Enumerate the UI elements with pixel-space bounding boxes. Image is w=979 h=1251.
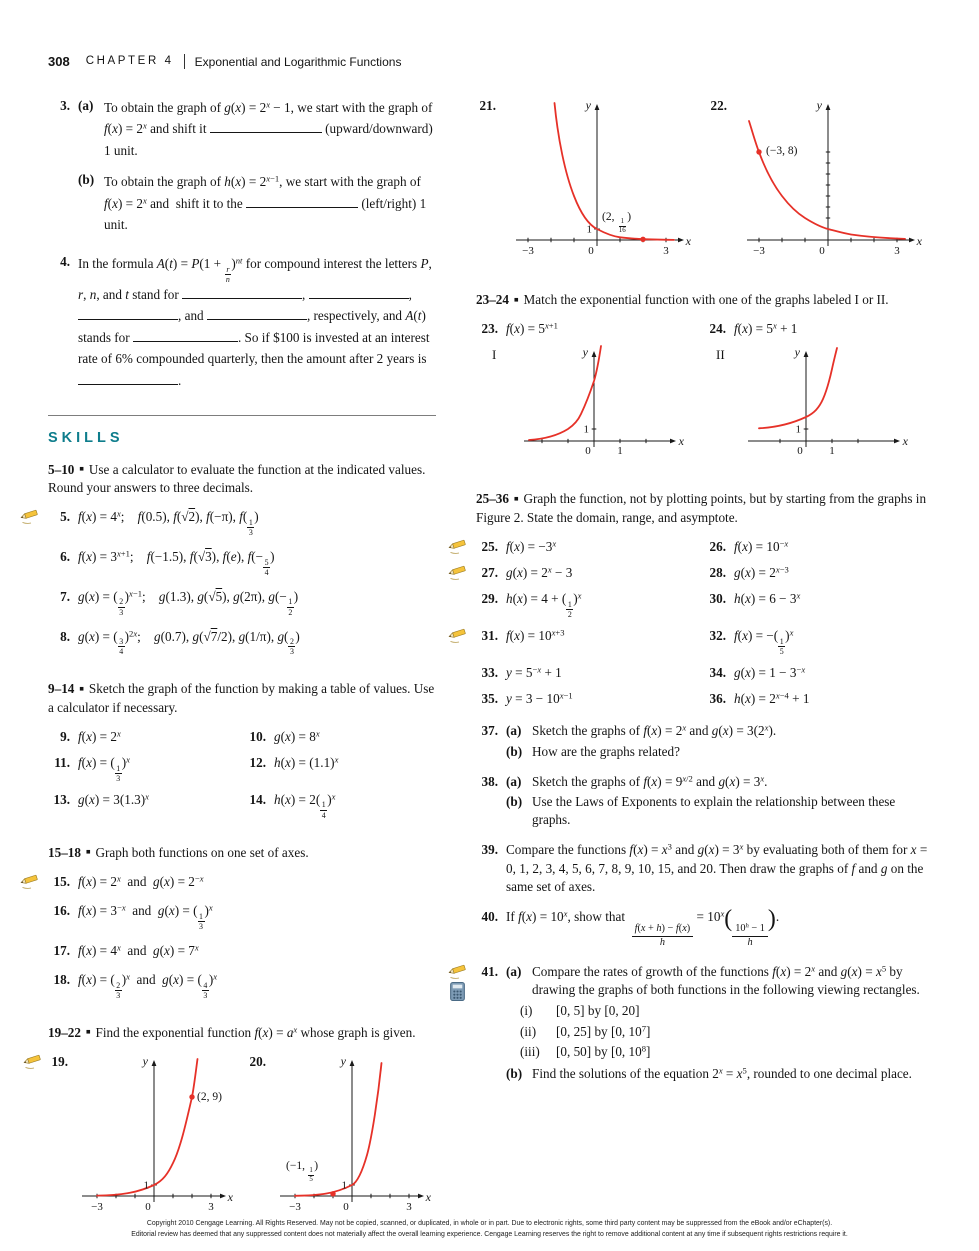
pencil-icon [447,538,469,555]
list-item-label: (ii) [520,1023,537,1039]
problem-30 [704,590,928,619]
part-label: (b) [506,1066,523,1082]
tick-label: −3 [91,1201,103,1214]
part-text: Use the Laws of Exponents to explain the relationship between these graphs. [532,793,896,828]
instruction-bullet: ■ [513,294,519,304]
list-item [520,1002,928,1020]
axis-label-x: x [916,234,922,248]
instruction-bullet: ■ [79,683,84,693]
problem-28-number: 28. [709,565,726,581]
problem-40 [476,908,928,949]
exponential-curve [97,1059,198,1196]
problem-15 [48,873,436,891]
problem-36 [704,690,928,708]
instruction-text: Sketch the graph of the function by making a table of values. Use a calculator if necessary. [48,681,435,715]
problem-33 [476,664,700,682]
viewing-rectangle-list [520,1002,928,1061]
axis-label-y: y [142,1054,148,1069]
instruction-text: Graph the function, not by plotting points, but by starting from the graphs in Figure 2. State the domain, range, and asymptote. [476,491,927,525]
problem-35 [476,690,700,708]
instruction-9-14 [48,680,436,716]
problem-23 [476,320,700,338]
graph-II [716,344,912,466]
problem-40-number: 40. [481,909,498,925]
problem-26-text: $f(x) = 10^{-x}$ [734,538,789,554]
instruction-text: Find the exponential function $f(x) = a^x$ whose graph is given. [95,1024,416,1040]
graph-21-number: 21. [479,98,496,113]
problem-11-text: f(x) = ( $\frac{1}{3}$ )$^x$ [78,754,130,783]
problem-13-text: $g(x) = 3(1.3)^x$ [78,791,149,807]
problem-24-text: $f(x) = 5^x + 1$ [734,320,798,337]
tick-label: 1 [795,423,801,436]
copyright-footer [50,1218,929,1240]
tick-label: 0 [585,445,591,458]
section-rule [48,415,436,416]
problem-34 [704,664,928,682]
axis-label-y: y [340,1054,346,1069]
part-text: To obtain the graph of $g(x) = 2^x - 1$, we start with the graph of $f(x) = 2^x$ and shift it (upward/downward) 1 unit. [104,99,433,158]
problem-16-text: $f(x) = 3^{-x}$ and g(x) = ( $\frac{1}{3}$ )$^x$ [78,902,213,931]
tick-label: 1 [617,445,623,458]
problem-26 [704,538,928,556]
problem-29-text: h(x) = 4 + ( $\frac{1}{2}$ )$^x$ [506,591,582,619]
problem-18-text: f(x) = ( $\frac{2}{3}$ )$^x$ and g(x) = ( $\frac{4}{3}$ )$^x$ [78,971,218,1000]
axis-label-y: y [582,345,588,360]
pencil-icon [22,1053,44,1070]
problem-12 [244,754,436,783]
problem-27-text: $g(x) = 2^x - 3$ [506,564,573,581]
problem-26-number: 26. [709,538,726,554]
pencil-icon [19,873,41,890]
instruction-23-24 [476,291,928,309]
list-item-label: (i) [520,1003,533,1019]
problem-7-text: g(x) = ( $\frac{2}{3}$ )$^{x-1}$; g(1.3), g(√5), g(2π), g(− $\frac{1}{2}$ ) [78,588,299,617]
page-columns [48,97,928,1221]
problem-6-number: 6. [60,549,70,565]
tick-label: 1 [583,423,589,436]
problem-6-text: $f(x) = 3^{x+1}$; f(−1.5), f(√3), f(e), f(− $\frac{5}{4}$ ) [78,548,275,577]
problem-12-text: $h(x) = (1.1)^x$ [274,754,339,771]
problem-4-text: In the formula A(t) = P(1 + $\frac{r}{n}$ )$^{nt}$ for compound interest the letters P, r, n, and t stand for , , , and , respectively, and A(t) stands for . So if $100 is invested at an interest rate of 6% compounded quarterly, then the amount after 2 years is . [78,255,432,388]
graph-II-label: II [716,347,725,363]
problem-12-number: 12. [249,755,266,771]
tick-label: 1 [586,223,592,236]
problem-14 [244,791,436,820]
point-dot [756,149,761,154]
instruction-25-36 [476,490,928,526]
pencil-icon [447,564,469,581]
problem-37 [476,722,928,760]
chapter-label: CHAPTER 4 [85,55,174,68]
tick-label: 1 [829,445,835,458]
instruction-bullet: ■ [85,847,91,857]
problem-8-number: 8. [60,628,70,644]
instruction-bullet: ■ [85,1027,91,1037]
instruction-range: 19–22 [48,1024,81,1040]
problem-41-number: 41. [481,964,498,980]
problem-23-text: $f(x) = 5^{x+1}$ [506,320,558,337]
instruction-text: Use a calculator to evaluate the function at the indicated values. Round your answers to three decimals. [48,461,426,496]
part-label: (a) [506,723,522,739]
problem-17-text: $f(x) = 4^x$ and $g(x) = 7^x$ [78,942,199,958]
problem-25 [476,538,700,556]
exponential-curve [759,348,837,428]
problem-17-number: 17. [53,942,70,958]
graph-I-plot [516,344,688,466]
graphs-I-II [476,344,928,466]
pencil-icon [19,508,41,525]
problem-31-text: $f(x) = 10^{x+3}$ [506,627,565,644]
problem-13-number: 13. [53,791,70,807]
problem-34-number: 34. [709,664,726,680]
tick-label: 0 [588,245,594,257]
part-label: (b) [506,743,523,759]
problem-13 [48,791,240,820]
problem-33-number: 33. [481,664,498,680]
problem-8-text: g(x) = ( $\frac{3}{4}$ )$^{2x}$; g(0.7), g(√7/2), g(1/π), g( $\frac{2}{3}$ ) [78,628,300,657]
problem-14-number: 14. [249,791,266,807]
instruction-5-10 [48,461,436,497]
graph-20-number: 20. [249,1054,266,1070]
problem-9 [48,728,240,746]
graph-II-plot [740,344,912,466]
tick-label: 0 [819,245,825,257]
tick-label: 3 [663,245,669,257]
problem-10-text: $g(x) = 8^x$ [274,728,320,744]
problem-25-number: 25. [481,538,498,554]
problem-8 [48,628,436,657]
footer-line-2: Editorial review has deemed that any suppressed content does not materially affect the overall learning experience. Cengage Learning reserves the right to remove additional content at any time if subsequent rights restrictions require it. [131,1231,848,1239]
problems-15-18 [48,873,436,1000]
problem-37-number: 37. [481,723,498,739]
problem-33-text: $y = 5^{-x} + 1$ [506,664,562,680]
problem-27 [476,564,700,582]
problem-32-number: 32. [709,628,726,644]
problem-29-number: 29. [481,591,498,607]
skills-heading: SKILLS [48,429,124,446]
graph-22 [707,97,928,269]
problem-23-number: 23. [481,321,498,337]
part-text: Sketch the graphs of $f(x) = 9^{x/2}$ and $g(x) = 3^x$. [532,773,768,789]
axis-label-x: x [227,1190,233,1205]
graph-21-plot [502,97,697,269]
graphs-19-20 [48,1053,436,1221]
part-label: (a) [506,773,522,789]
problem-28 [704,564,928,582]
list-item [520,1023,928,1041]
instruction-15-18 [48,844,436,862]
problem-37b [506,743,928,761]
problem-32-text: f(x) = −( $\frac{1}{5}$ )$^x$ [734,627,794,656]
problem-30-text: $h(x) = 6 - 3^x$ [734,591,801,607]
instruction-range: 23–24 [476,292,509,307]
tick-label: 0 [797,445,803,458]
problem-32 [704,627,928,656]
problem-31 [476,627,700,656]
tick-label: 1 [341,1179,347,1192]
axis-label-y: y [585,98,591,112]
problem-40-text: If $f(x) = 10^x$, show that $\frac{f(x + h) - f(x)}{h}$ = $10^x$( $\frac{10^h - 1}{h}$ ). [506,906,780,948]
problems-5-8 [48,508,436,656]
list-item-label: (iii) [520,1043,540,1059]
exponential-curve [749,121,905,239]
axis-label-y: y [816,98,822,112]
axis-label-x: x [678,434,684,449]
part-text: How are the graphs related? [532,743,680,759]
problem-38b [506,793,928,829]
problem-3a [78,97,436,161]
page-number: 308 [48,54,70,69]
graph-19 [48,1053,236,1221]
problem-25-text: $f(x) = -3^x$ [506,538,557,554]
tick-label: −3 [522,245,534,257]
problem-41 [476,963,928,1083]
part-text: Sketch the graphs of $f(x) = 2^x$ and $g(x) = 3(2^x)$. [532,723,777,739]
point-label: (2, 9) [197,1091,222,1104]
problem-35-text: $y = 3 - 10^{x-1}$ [506,690,573,707]
instruction-text: Graph both functions on one set of axes. [95,844,309,860]
problem-39-number: 39. [481,842,498,858]
pencil-icon [447,963,469,980]
list-item [520,1043,928,1061]
part-label: (b) [78,172,95,188]
graph-22-plot [733,97,928,269]
problem-17 [48,942,436,960]
footer-line-1: Copyright 2010 Cengage Learning. All Rights Reserved. May not be copied, scanned, or duplicated, in whole or in part. Due to electronic rights, some third party content may be suppressed from the eBook and/or eChapter(s). [146,1220,833,1227]
problem-5 [48,508,436,537]
part-label: (a) [506,964,522,980]
problem-4-number: 4. [60,254,70,270]
instruction-bullet: ■ [513,493,519,503]
part-text: Find the solutions of the equation $2^x = x^5$, rounded to one decimal place. [532,1065,912,1082]
list-item-text: [0, 50] by [0, $10^8$] [556,1043,651,1059]
problem-38 [476,773,928,830]
left-column [48,97,436,1221]
problem-5-number: 5. [60,509,70,525]
problem-41b [506,1065,928,1083]
exponential-curve [529,346,601,440]
graph-19-number: 19. [51,1054,68,1070]
graph-I-label: I [492,347,497,363]
problem-7 [48,588,436,617]
axis-label-x: x [425,1190,431,1205]
part-label: (a) [78,98,94,113]
problem-15-number: 15. [53,873,70,889]
instruction-range: 9–14 [48,681,75,697]
calculator-icon [450,982,465,1001]
axis-label-x: x [902,434,908,449]
chapter-title: Exponential and Logarithmic Functions [194,54,402,69]
problem-35-number: 35. [481,691,498,707]
instruction-range: 5–10 [48,461,75,477]
header-divider [184,54,185,69]
problem-7-number: 7. [60,588,70,604]
problem-24 [704,320,928,338]
problem-3 [48,97,436,245]
graph-22-number: 22. [710,98,727,113]
instruction-text: Match the exponential function with one of the graphs labeled I or II. [523,292,889,307]
problem-3-number: 3. [60,98,70,113]
problem-4 [48,253,436,391]
tick-label: −3 [753,245,765,257]
part-label: (b) [506,793,523,809]
instruction-19-22 [48,1024,436,1042]
point-dot [640,237,645,242]
point-label: (−3, 8) [766,145,798,157]
problem-36-text: $h(x) = 2^{x-4} + 1$ [734,690,810,707]
problem-38a [506,773,928,791]
graph-21 [476,97,697,269]
graph-20 [246,1053,434,1221]
problem-10 [244,728,436,746]
problem-11-number: 11. [54,755,70,771]
tick-label: 1 [143,1179,149,1192]
point-label: (2, $\frac{1}{16}$ ) [602,211,632,235]
problem-16 [48,902,436,931]
instruction-range: 25–36 [476,491,509,507]
problem-9-number: 9. [60,728,70,744]
instruction-range: 15–18 [48,844,81,860]
problem-18 [48,971,436,1000]
problem-16-number: 16. [53,903,70,919]
problem-36-number: 36. [709,691,726,707]
pencil-icon [447,627,469,644]
axis-label-y: y [794,345,800,360]
problem-9-text: $f(x) = 2^x$ [78,728,121,744]
problem-18-number: 18. [53,972,70,988]
graph-20-plot [272,1053,434,1221]
point-dot [189,1094,194,1099]
problem-39 [476,841,928,896]
problems-9-14 [48,728,436,820]
problem-15-text: $f(x) = 2^x$ and $g(x) = 2^{-x}$ [78,873,204,889]
problems-23-24 [476,320,928,338]
tick-label: −3 [289,1201,301,1214]
list-item-text: [0, 25] by [0, $10^7$] [556,1023,651,1039]
graphs-21-22 [476,97,928,269]
problem-37a [506,722,928,740]
right-column [476,97,928,1221]
problem-11 [48,754,240,783]
problem-29 [476,590,700,619]
problem-28-text: $g(x) = 2^{x-3}$ [734,564,789,581]
point-label: (−1, $\frac{1}{5}$ ) [286,1160,319,1184]
problem-39-text: Compare the functions $f(x) = x^3$ and $g(x) = 3^x$ by evaluating both of them for x = 0, 1, 2, 3, 4, 5, 6, 7, 8, 9, 10, 15, and 20. Then draw the graphs of f and g on the same set of axes. [506,842,928,894]
axis-label-x: x [685,234,691,248]
problem-3b [78,171,436,235]
graph-19-plot [74,1053,236,1221]
tick-label: 3 [406,1201,412,1214]
problem-27-number: 27. [481,565,498,581]
graph-I [492,344,688,466]
tick-label: 3 [894,245,900,257]
problem-31-number: 31. [481,628,498,644]
problem-6 [48,548,436,577]
problem-5-text: $f(x) = 4^x$; f(0.5), f(√2), f(−π), f( $\frac{1}{3}$ ) [78,509,259,538]
problem-34-text: $g(x) = 1 - 3^{-x}$ [734,664,806,680]
tick-label: 0 [343,1201,349,1214]
problem-24-number: 24. [709,321,726,337]
problem-14-text: h(x) = 2( $\frac{1}{4}$ )$^x$ [274,791,336,820]
problem-30-number: 30. [709,591,726,607]
part-text: To obtain the graph of $h(x) = 2^{x-1}$, we start with the graph of $f(x) = 2^x$ and shift it to the (left/right) 1 unit. [104,173,427,232]
tick-label: 3 [208,1201,214,1214]
page-header [48,53,401,71]
part-text: Compare the rates of growth of the functions $f(x) = 2^x$ and $g(x) = x^5$ by drawing the graphs of both functions in the following viewing rectangles. [532,963,920,998]
problem-10-number: 10. [249,728,266,744]
problems-25-36 [476,538,928,708]
problem-41a [506,963,928,999]
tick-label: 0 [145,1201,151,1214]
list-item-text: [0, 5] by [0, 20] [556,1003,640,1019]
instruction-bullet: ■ [79,464,84,474]
problem-38-number: 38. [481,773,498,789]
point-dot [330,1191,335,1196]
